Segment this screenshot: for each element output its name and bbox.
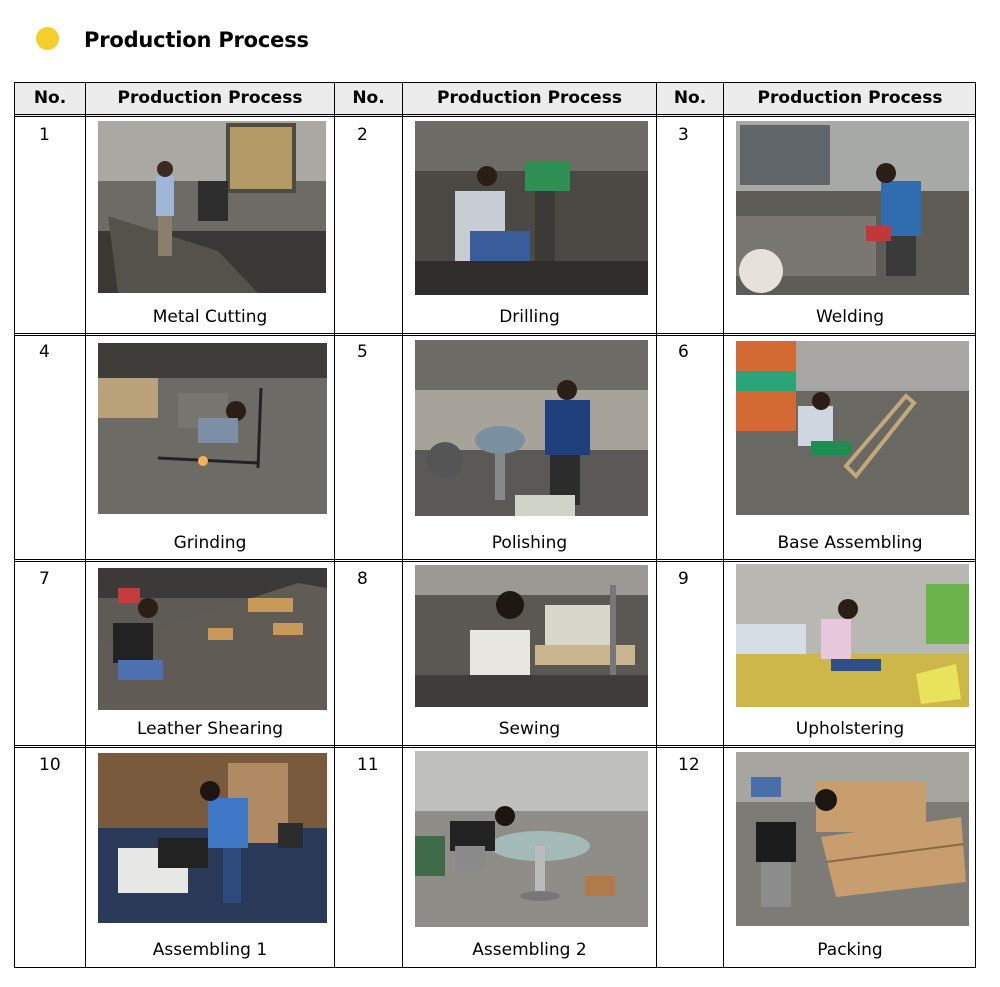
assembling-2-photo <box>415 751 648 927</box>
leather-shearing-photo <box>98 568 327 710</box>
header-process-2: Production Process <box>437 88 622 108</box>
step-caption: Welding <box>815 307 885 327</box>
step-caption: Metal Cutting <box>152 307 268 327</box>
step-caption: Assembling 1 <box>152 940 268 960</box>
header-process-1: Production Process <box>117 88 303 108</box>
drilling-photo <box>415 121 648 295</box>
step-number: 5 <box>357 342 368 362</box>
header-no-1: No. <box>33 88 67 108</box>
header-process-3: Production Process <box>757 88 943 108</box>
step-caption: Base Assembling <box>777 533 923 553</box>
welding-photo <box>736 121 969 295</box>
sewing-photo <box>415 565 648 707</box>
row-divider <box>15 559 975 562</box>
packing-photo <box>736 752 969 926</box>
step-number: 1 <box>39 125 50 145</box>
assembling-1-photo <box>98 753 327 923</box>
column-divider <box>334 83 335 967</box>
step-caption: Drilling <box>499 307 560 327</box>
column-divider <box>85 83 86 967</box>
step-caption: Assembling 2 <box>472 940 587 960</box>
step-caption: Upholstering <box>795 719 905 739</box>
column-divider <box>723 83 724 967</box>
step-caption: Polishing <box>491 533 568 553</box>
header-no-2: No. <box>352 88 385 108</box>
table-header-row <box>15 83 975 117</box>
production-process-table <box>14 82 976 968</box>
step-number: 4 <box>39 342 50 362</box>
step-caption: Grinding <box>173 533 247 553</box>
column-divider <box>402 83 403 967</box>
polishing-photo <box>415 340 648 516</box>
grinding-photo <box>98 343 327 514</box>
metal-cutting-photo <box>98 121 326 293</box>
step-number: 8 <box>357 569 368 589</box>
title-bullet-dot <box>36 27 59 50</box>
step-number: 11 <box>357 755 379 775</box>
step-caption: Sewing <box>498 719 561 739</box>
row-divider <box>15 745 975 748</box>
step-number: 10 <box>39 755 61 775</box>
column-divider <box>656 83 657 967</box>
step-caption: Leather Shearing <box>136 719 284 739</box>
step-number: 7 <box>39 569 50 589</box>
header-no-3: No. <box>673 88 707 108</box>
upholstering-photo <box>736 564 969 707</box>
step-caption: Packing <box>817 940 883 960</box>
step-number: 3 <box>678 125 689 145</box>
base-assembling-photo <box>736 341 969 515</box>
row-divider <box>15 333 975 336</box>
page-title: Production Process <box>84 28 309 52</box>
step-number: 2 <box>357 125 368 145</box>
step-number: 6 <box>678 342 689 362</box>
step-number: 12 <box>678 755 700 775</box>
step-number: 9 <box>678 569 689 589</box>
